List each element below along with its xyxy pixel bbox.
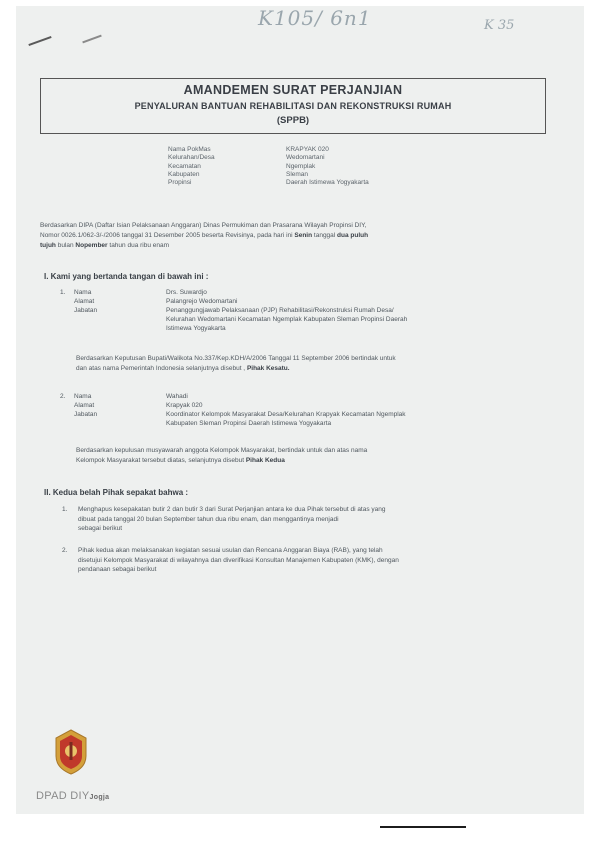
intro-line: Berdasarkan DIPA (Daftar Isian Pelaksanaan Anggaran) Dinas Permukiman dan Prasarana Wilayah Propinsi DIY, [40, 222, 367, 229]
info-block [168, 146, 369, 187]
info-label: Kabupaten [168, 170, 200, 178]
list-number: 1. [62, 506, 68, 513]
document-subtitle: PENYALURAN BANTUAN REHABILITASI DAN REKONSTRUKSI RUMAH [134, 101, 452, 111]
info-row [168, 179, 369, 187]
info-value: Daerah Istimewa Yogyakarta [286, 179, 369, 187]
info-value: Ngemplak [286, 162, 316, 170]
party-row: Jabatan Koordinator Kelompok Masyarakat Desa/Kelurahan Krapyak Kecamatan Ngemplak Kabupaten Sleman Propinsi Daerah Istimewa Yogyakarta [60, 410, 566, 428]
party-name: Wahadi [166, 393, 188, 400]
info-label: Kelurahan/Desa [168, 154, 215, 162]
section-heading: II. Kedua belah Pihak sepakat bahwa : [44, 488, 189, 497]
divider-line [380, 826, 466, 828]
info-row [168, 163, 369, 171]
section-heading: I. Kami yang bertanda tangan di bawah ini : [44, 272, 209, 281]
intro-line: tujuh bulan Nopember tahun dua ribu enam [40, 242, 170, 249]
handwritten-page-number: K 35 [484, 18, 515, 33]
list-item: Pihak kedua akan melaksanakan kegiatan sesuai usulan dan Rencana Anggaran Biaya (RAB), yang telah disetujui Kelompok Masyarakat di wilayahnya dan diverifikasi Konsultan Manajemen Kabupaten (KMK), dengan pendanaan sebagai berikut [78, 547, 399, 574]
list-item: Menghapus kesepakatan butir 2 dan butir 3 dari Surat Perjanjian antara ke dua Pihak tersebut di atas yang dibuat pada tanggal 20 bulan September tahun dua ribu enam, dan menggantinya menjadi sebagai berikut [78, 506, 386, 533]
party-name: Drs. Suwardjo [166, 289, 207, 296]
party-row: Jabatan Penanggungjawab Pelaksanaan (PJP) Rehabilitasi/Rekonstruksi Rumah Desa/ Kelurahan Wedomartani Kecamatan Ngemplak Kabupaten Sleman Propinsi Daerah Istimewa Yogyakarta [60, 306, 566, 333]
document-title: AMANDEMEN SURAT PERJANJIAN [183, 83, 403, 97]
info-label: Kecamatan [168, 162, 201, 170]
info-row [168, 171, 369, 179]
document-abbreviation: (SPPB) [276, 115, 310, 126]
party-description: Berdasarkan Keputusan Bupati/Walikota No.337/Kep.KDH/A/2006 Tanggal 11 September 2006 bertindak untuk dan atas nama Pemerintah Indonesia selanjutnya disebut , Pihak Kesatu. [76, 355, 396, 372]
title-box [40, 78, 546, 134]
dpad-emblem-icon [52, 728, 90, 776]
info-label: Propinsi [168, 179, 192, 187]
job-description: Koordinator Kelompok Masyarakat Desa/Kelurahan Krapyak Kecamatan Ngemplak Kabupaten Sleman Propinsi Daerah Istimewa Yogyakarta [166, 411, 406, 427]
list-number: 2. [62, 547, 68, 554]
info-value: KRAPYAK 020 [286, 146, 329, 153]
info-label: Nama PokMas [168, 146, 211, 153]
info-row [168, 146, 369, 154]
party-description: Berdasarkan kepulusan musyawarah anggota Kelompok Masyarakat, bertindak untuk dan atas nama Kelompok Masyarakat tersebut diatas, selanjutnya disebut Pihak Kedua [76, 447, 368, 464]
watermark-text: DPAD DIYJogja [36, 790, 110, 802]
party-row: 2. Nama Wahadi [60, 392, 566, 401]
intro-line: Nomor 0026.1/062-3/-/2006 tanggal 31 Desember 2005 beserta Revisinya, pada hari ini Senin tanggal dua puluh [40, 232, 369, 239]
party-row: 1. Nama Drs. Suwardjo [60, 288, 566, 297]
job-description: Penanggungjawab Pelaksanaan (PJP) Rehabilitasi/Rekonstruksi Rumah Desa/ Kelurahan Wedomartani Kecamatan Ngemplak Kabupaten Sleman Propinsi Daerah Istimewa Yogyakarta [166, 307, 408, 332]
month-name: Nopember [75, 242, 108, 249]
info-value: Sleman [286, 170, 309, 178]
handwritten-note: K105/ 6n1 [258, 6, 372, 30]
info-row [168, 154, 369, 162]
intro-paragraph [40, 221, 552, 251]
day-name: Senin [294, 232, 313, 239]
date-words: dua puluh [337, 232, 369, 239]
party-row: Alamat Palangrejo Wedomartani [74, 298, 238, 305]
party-label: Pihak Kedua [245, 457, 285, 464]
info-value: Wedomartani [286, 154, 325, 162]
party-label: Pihak Kesatu. [246, 365, 290, 372]
party-row: Alamat Krapyak 020 [74, 402, 203, 409]
